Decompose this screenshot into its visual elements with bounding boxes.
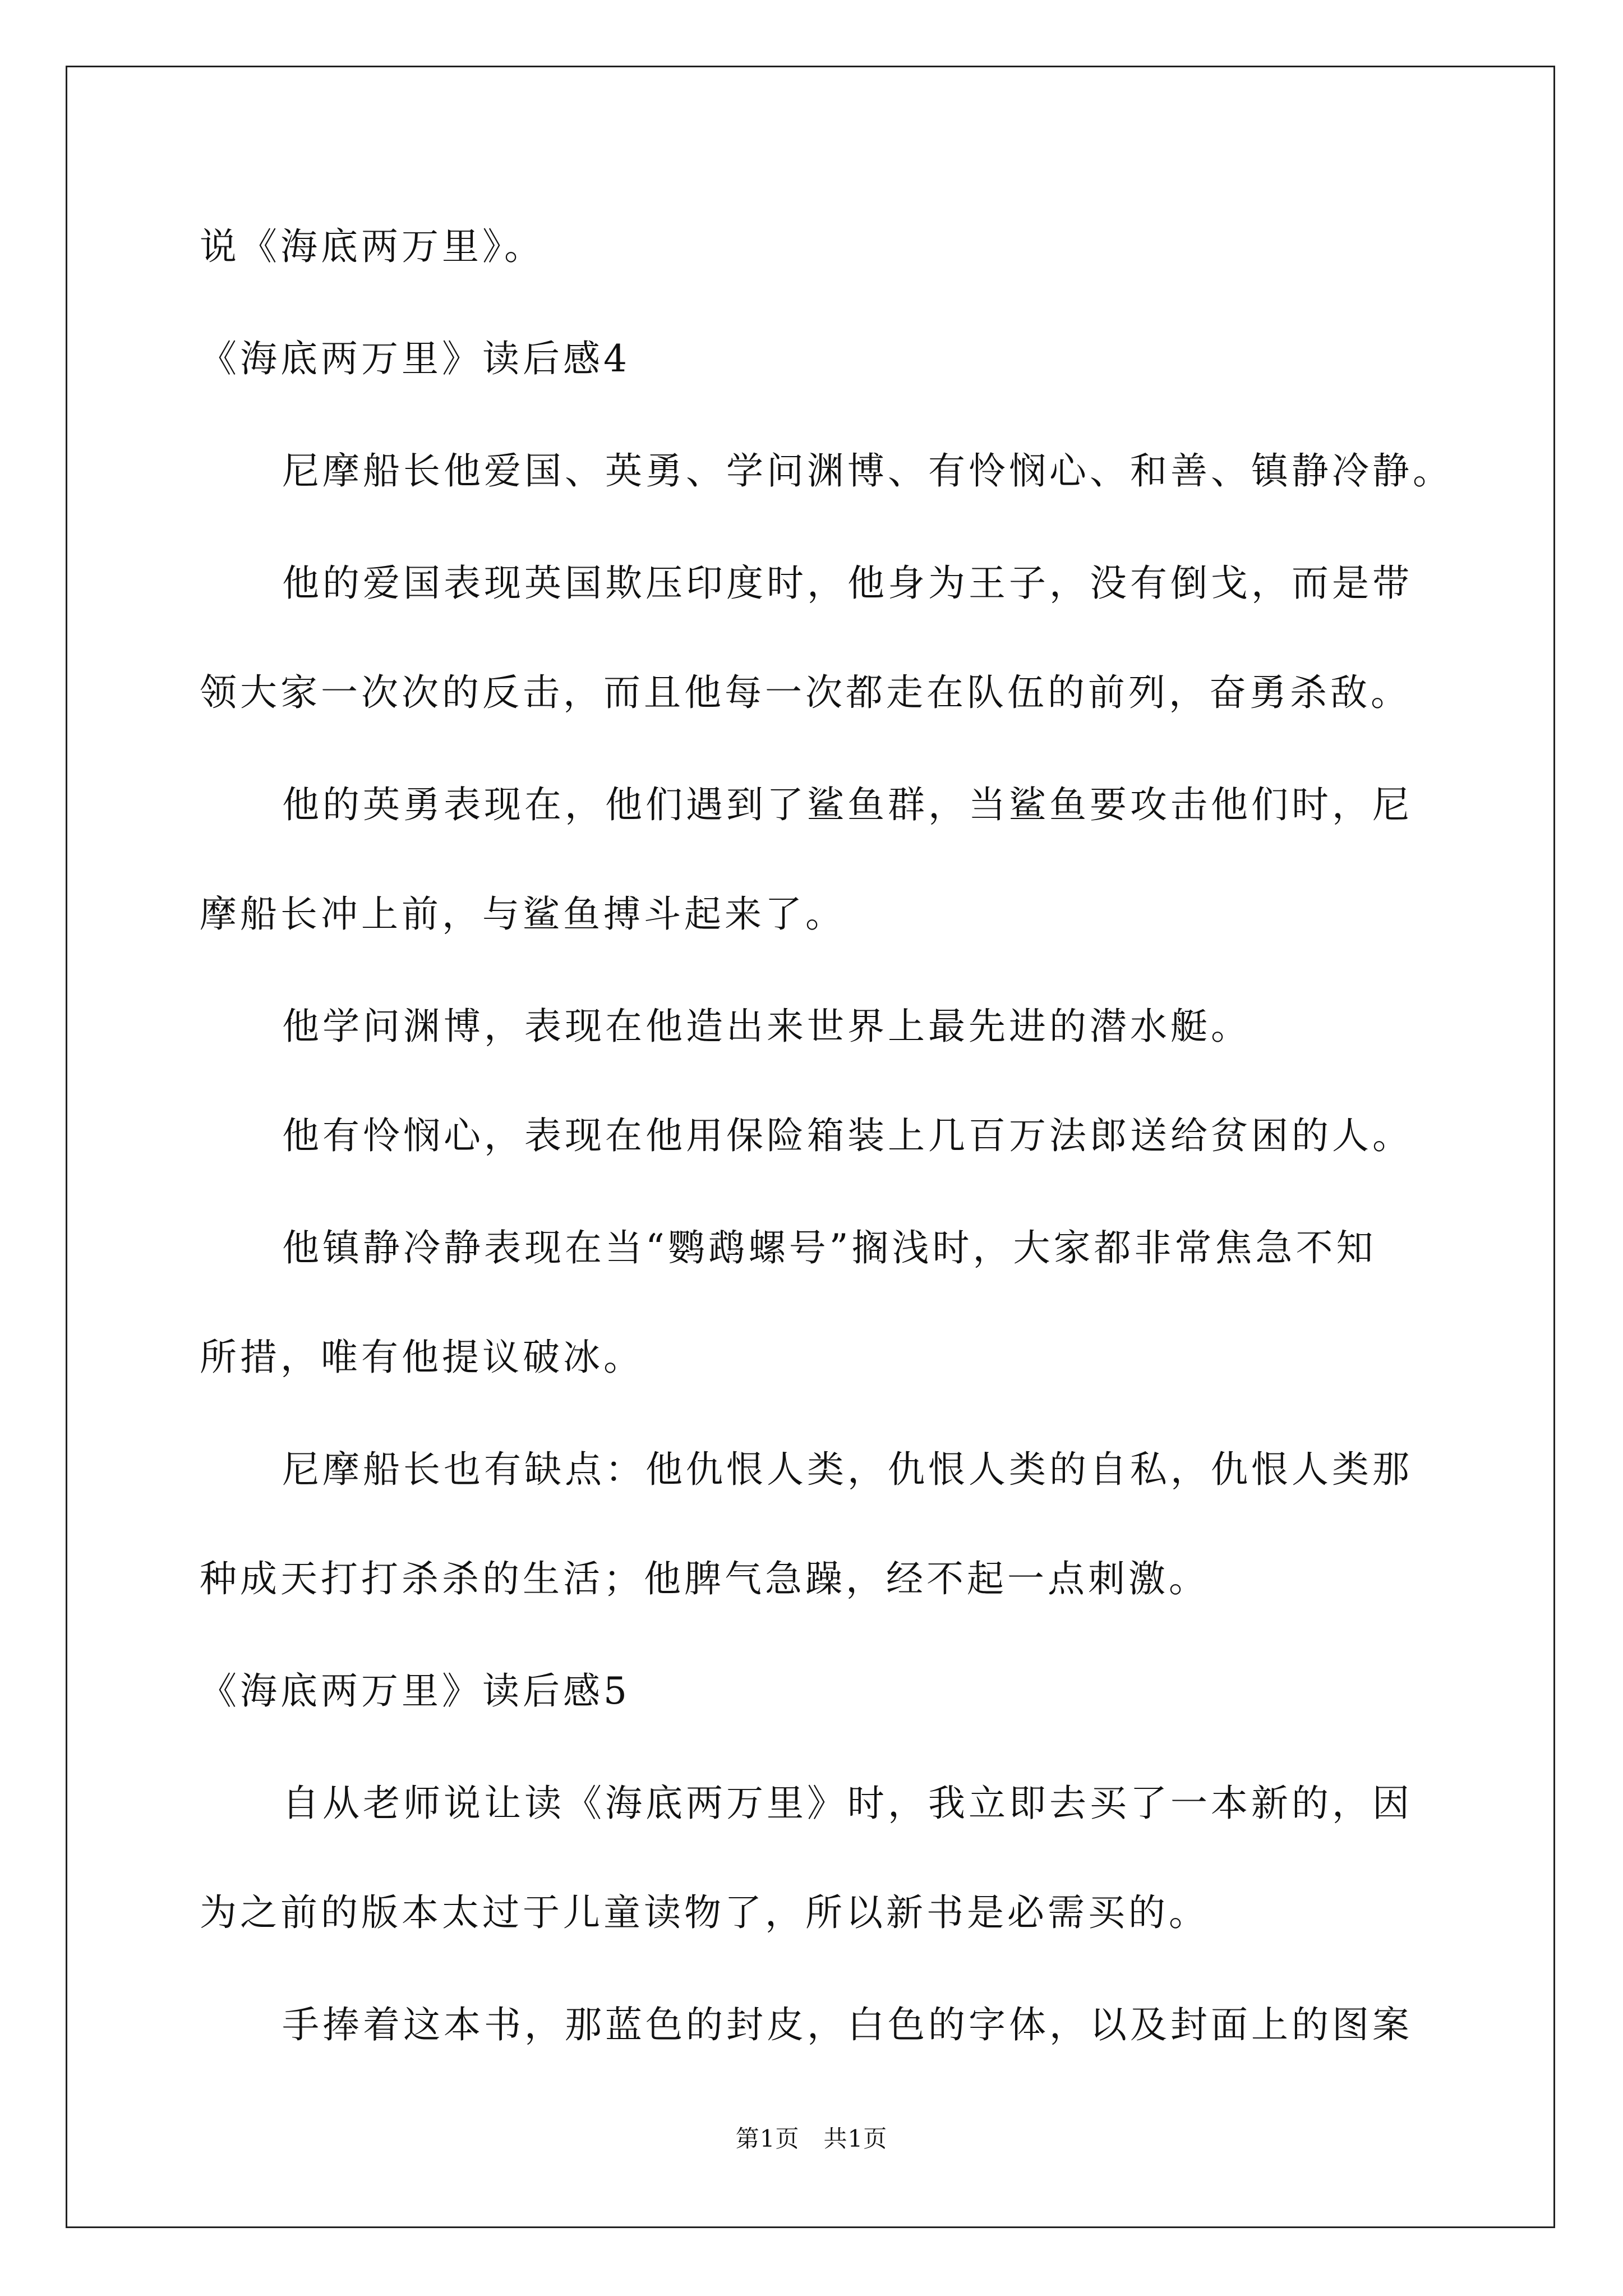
paragraph-line: 领大家一次次的反击，而且他每一次都走在队伍的前列，奋勇杀敌。 (200, 671, 1411, 714)
paragraph-line: 他有怜悯心，表现在他用保险箱装上几百万法郎送给贫困的人。 (282, 1114, 1413, 1157)
paragraph-line: 所措，唯有他提议破冰。 (200, 1336, 644, 1379)
paragraph-line: 他学问渊博，表现在他造出来世界上最先进的潜水艇。 (282, 1005, 1251, 1048)
paragraph-line: 他的英勇表现在，他们遇到了鲨鱼群，当鲨鱼要攻击他们时，尼 (282, 783, 1413, 826)
page-footer: 第1页 共1页 (735, 2125, 888, 2152)
paragraph-line: 尼摩船长他爱国、英勇、学问渊博、有怜悯心、和善、镇静冷静。 (282, 449, 1453, 493)
section-heading-4: 《海底两万里》读后感4 (200, 337, 630, 380)
paragraph-line: 种成天打打杀杀的生活；他脾气急躁，经不起一点刺激。 (200, 1557, 1209, 1600)
paragraph-line: 摩船长冲上前，与鲨鱼搏斗起来了。 (200, 892, 846, 936)
text-line-continuation: 说《海底两万里》。 (200, 225, 545, 268)
paragraph-line: 尼摩船长也有缺点：他仇恨人类，仇恨人类的自私，仇恨人类那 (282, 1448, 1413, 1491)
paragraph-line: 他的爱国表现英国欺压印度时，他身为王子，没有倒戈，而是带 (282, 562, 1413, 605)
paragraph-line: 手捧着这本书，那蓝色的封皮，白色的字体，以及封面上的图案 (282, 2003, 1413, 2046)
paragraph-line: 为之前的版本太过于儿童读物了，所以新书是必需买的。 (200, 1891, 1209, 1934)
paragraph-line: 他镇静冷静表现在当“鹦鹉螺号”搁浅时，大家都非常焦急不知 (282, 1226, 1377, 1269)
section-heading-5: 《海底两万里》读后感5 (200, 1669, 630, 1713)
paragraph-line: 自从老师说让读《海底两万里》时，我立即去买了一本新的，因 (282, 1782, 1413, 1825)
